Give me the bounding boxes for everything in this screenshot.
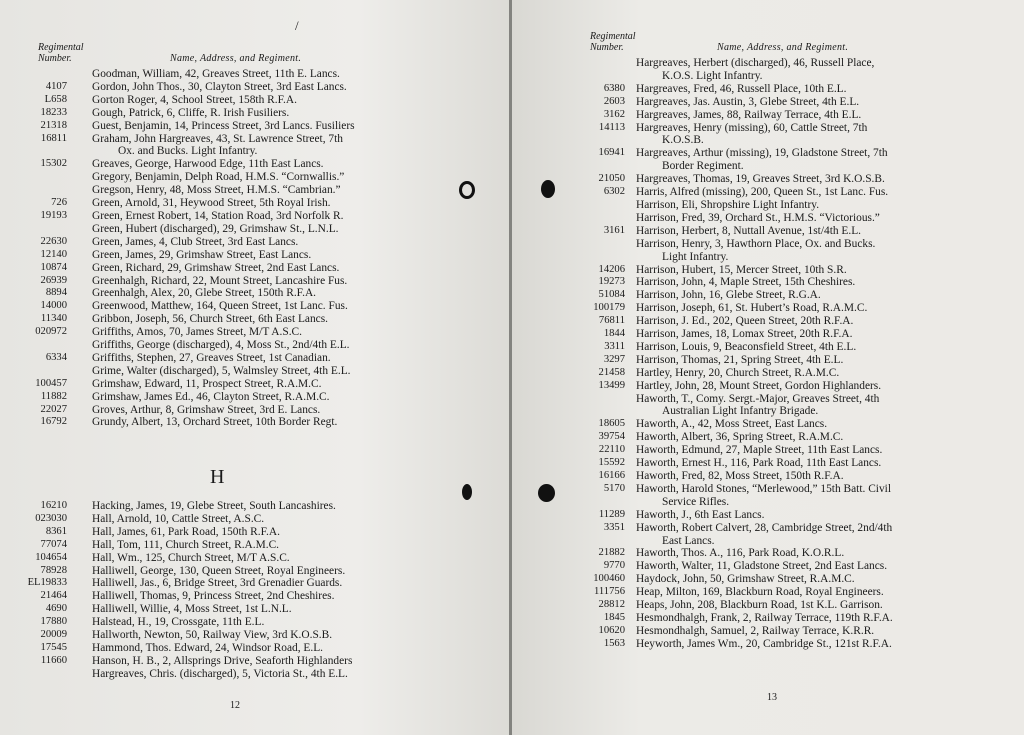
entry-text: Haworth, Fred, 82, Moss Street, 150th R.F.A.: [636, 470, 844, 482]
regimental-number: 28812: [598, 599, 625, 611]
regimental-number: 11289: [598, 508, 625, 520]
list-item: [512, 638, 1024, 651]
regimental-number: 5170: [603, 482, 625, 494]
entry-text: Haworth, Edmund, 27, Maple Street, 11th East Lancs.: [636, 444, 883, 457]
regimental-number: 78928: [40, 564, 67, 576]
regimental-number: 2603: [603, 95, 625, 107]
regimental-number: 8894: [45, 287, 67, 299]
entry-text: Grime, Walter (discharged), 5, Walmsley Street, 4th E.L.: [92, 364, 351, 377]
entry-text: Gough, Patrick, 6, Cliffe, R. Irish Fusiliers.: [92, 106, 290, 119]
entry-text: Halliwell, Thomas, 9, Princess Street, 2nd Cheshires.: [92, 590, 335, 603]
entry-continuation: Light Infantry.: [662, 250, 729, 263]
regimental-number: 14000: [40, 300, 67, 312]
entry-text: Heyworth, James Wm., 20, Cambridge St., 121st R.F.A.: [636, 637, 892, 650]
regimental-number: 6302: [603, 186, 625, 198]
entry-text: Harris, Alfred (missing), 200, Queen St., 1st Lanc. Fus.: [636, 186, 889, 199]
entry-text: Hanson, H. B., 2, Allsprings Drive, Seaforth Highlanders: [92, 654, 353, 667]
regimental-number: 11340: [40, 313, 67, 325]
list-item: [0, 287, 512, 300]
list-item: [0, 378, 512, 391]
regimental-number: 21882: [598, 547, 625, 559]
entry-text: Haworth, Ernest H., 116, Park Road, 11th East Lancs.: [636, 457, 882, 470]
list-item: [0, 526, 512, 539]
entry-text: Hargreaves, James, 88, Railway Terrace, 4th E.L.: [636, 108, 862, 121]
list-item: [0, 616, 512, 629]
regimental-number: 20009: [40, 629, 67, 641]
entry-text: Harrison, Joseph, 61, St. Hubert’s Road, R.A.M.C.: [636, 302, 868, 315]
list-item: [512, 418, 1024, 431]
entry-text: Halliwell, Jas., 6, Bridge Street, 3rd Grenadier Guards.: [92, 577, 343, 590]
entry-text: Grimshaw, James Ed., 46, Clayton Street, R.A.M.C.: [92, 390, 330, 403]
list-item: [512, 509, 1024, 522]
list-item: [512, 315, 1024, 328]
regimental-number: 11660: [40, 654, 67, 666]
list-item: [512, 96, 1024, 109]
entry-text: Hartley, Henry, 20, Church Street, R.A.M.C.: [636, 366, 840, 379]
list-item: [512, 483, 1024, 509]
regimental-number-header: Regimental Number.: [38, 42, 84, 64]
entry-text: Harrison, Fred, 39, Orchard St., H.M.S. “Victorious.”: [636, 211, 880, 224]
list-item: [0, 107, 512, 120]
entry-text: Green, James, 4, Club Street, 3rd East Lancs.: [92, 235, 299, 248]
entry-text: Guest, Benjamin, 14, Princess Street, 3rd Lancs. Fusiliers: [92, 119, 355, 132]
regimental-number: L658: [44, 93, 67, 105]
list-item: [512, 238, 1024, 264]
entry-text: Heaps, John, 208, Blackburn Road, 1st K.L. Garrison.: [636, 599, 883, 612]
regimental-number: 8361: [45, 525, 67, 537]
list-item: [0, 223, 512, 236]
entry-text: Halliwell, Willie, 4, Moss Street, 1st L.N.L.: [92, 603, 292, 616]
regimental-number: 77074: [40, 538, 67, 550]
list-item: [512, 625, 1024, 638]
punch-hole: [462, 484, 472, 500]
list-item: [0, 184, 512, 197]
list-item: [512, 354, 1024, 367]
regimental-number: 26939: [40, 274, 67, 286]
regimental-number: 6380: [603, 82, 625, 94]
entry-text: Harrison, Thomas, 21, Spring Street, 4th E.L.: [636, 353, 844, 366]
entries-list-right: [512, 57, 1024, 651]
regimental-number: 22027: [40, 403, 67, 415]
entry-continuation: Service Rifles.: [662, 495, 730, 508]
list-item: [0, 404, 512, 417]
list-item: [0, 275, 512, 288]
list-item: [0, 339, 512, 352]
list-item: [512, 147, 1024, 173]
list-item: [512, 341, 1024, 354]
entry-text: Hargreaves, Jas. Austin, 3, Glebe Street, 4th E.L.: [636, 95, 860, 108]
entry-text: Haworth, Walter, 11, Gladstone Street, 2nd East Lancs.: [636, 560, 888, 573]
list-item: [0, 391, 512, 404]
regimental-number: 10874: [40, 261, 67, 273]
entry-text: Hacking, James, 19, Glebe Street, South Lancashires.: [92, 500, 336, 512]
list-item: [512, 122, 1024, 148]
entry-text: Hall, Arnold, 10, Cattle Street, A.S.C.: [92, 512, 265, 525]
list-item: [512, 380, 1024, 393]
entry-text: Grimshaw, Edward, 11, Prospect Street, R.A.M.C.: [92, 377, 322, 390]
entry-text: Groves, Arthur, 8, Grimshaw Street, 3rd E. Lancs.: [92, 403, 321, 416]
entry-text: Hargreaves, Fred, 46, Russell Place, 10th E.L.: [636, 82, 847, 95]
regimental-number: 4690: [45, 603, 67, 615]
entry-text: Hall, Wm., 125, Church Street, M/T A.S.C.: [92, 551, 290, 564]
regimental-number: 15302: [40, 158, 67, 170]
entry-text: Greenhalgh, Richard, 22, Mount Street, Lancashire Fus.: [92, 274, 348, 287]
entry-text: Griffiths, George (discharged), 4, Moss St., 2nd/4th E.L.: [92, 339, 350, 352]
entry-text: Hesmondhalgh, Frank, 2, Railway Terrace, 119th R.F.A.: [636, 611, 893, 624]
list-item: [512, 83, 1024, 96]
list-item: [512, 199, 1024, 212]
punch-hole: [538, 484, 555, 502]
regimental-number: 1844: [603, 328, 625, 340]
list-item: [512, 173, 1024, 186]
entry-continuation: Ox. and Bucks. Light Infantry.: [118, 145, 258, 158]
list-item: [0, 513, 512, 526]
regimental-number: 1845: [603, 611, 625, 623]
entry-text: Gregson, Henry, 48, Moss Street, H.M.S. “Cambrian.”: [92, 184, 341, 197]
list-item: [0, 249, 512, 262]
regimental-number: 18605: [598, 418, 625, 430]
entry-text: Green, James, 29, Grimshaw Street, East Lancs.: [92, 248, 312, 261]
entry-text: Harrison, J. Ed., 202, Queen Street, 20th R.F.A.: [636, 315, 854, 328]
regimental-number: 3311: [604, 340, 625, 352]
list-item: [512, 470, 1024, 483]
list-item: [0, 120, 512, 133]
regimental-number-header: Regimental Number.: [590, 31, 636, 53]
entry-text: Hargreaves, Arthur (missing), 19, Gladstone Street, 7th: [636, 147, 888, 160]
list-item: [0, 642, 512, 655]
regimental-number: 16166: [598, 470, 625, 481]
entry-text: Green, Hubert (discharged), 29, Grimshaw St., L.N.L.: [92, 222, 339, 235]
list-item: [0, 133, 512, 159]
entry-text: Goodman, William, 42, Greaves Street, 11th E. Lancs.: [92, 68, 340, 80]
punch-hole: [541, 180, 555, 198]
list-item: [512, 547, 1024, 560]
list-item: [512, 57, 1024, 83]
entry-text: Heap, Milton, 169, Blackburn Road, Royal Engineers.: [636, 586, 884, 599]
list-item: [512, 431, 1024, 444]
list-item: [0, 365, 512, 378]
regimental-number: 3351: [603, 521, 625, 533]
entry-text: Haworth, Albert, 36, Spring Street, R.A.M.C.: [636, 431, 844, 444]
entry-text: Haworth, Harold Stones, “Merlewood,” 15th Batt. Civil: [636, 482, 891, 495]
regimental-number: 16941: [598, 147, 625, 159]
regimental-number: 111756: [594, 586, 625, 598]
entry-text: Harrison, Louis, 9, Beaconsfield Street, 4th E.L.: [636, 340, 857, 353]
list-item: [512, 276, 1024, 289]
regimental-number: 17545: [40, 641, 67, 653]
entry-text: Hartley, John, 28, Mount Street, Gordon Highlanders.: [636, 379, 882, 392]
entry-text: Greenhalgh, Alex, 20, Glebe Street, 150th R.F.A.: [92, 287, 317, 300]
regimental-number: 22630: [40, 235, 67, 247]
regimental-number: 17880: [40, 616, 67, 628]
list-item: [512, 186, 1024, 199]
entry-text: Halliwell, George, 130, Queen Street, Royal Engineers.: [92, 564, 346, 577]
list-item: [512, 367, 1024, 380]
entry-text: Hargreaves, Chris. (discharged), 5, Victoria St., 4th E.L.: [92, 667, 348, 680]
entry-text: Hargreaves, Thomas, 19, Greaves Street, 3rd K.O.S.B.: [636, 173, 885, 186]
list-item: [0, 300, 512, 313]
list-item: [0, 210, 512, 223]
regimental-number: 16792: [40, 416, 67, 428]
regimental-number: 11882: [40, 390, 67, 402]
regimental-number: 19273: [598, 276, 625, 288]
regimental-number: 76811: [598, 315, 625, 327]
entry-text: Gregory, Benjamin, Delph Road, H.M.S. “Cornwallis.”: [92, 171, 345, 184]
regimental-number: 21464: [40, 590, 67, 602]
list-item: [0, 577, 512, 590]
list-item: [512, 599, 1024, 612]
list-item: [512, 586, 1024, 599]
entry-text: Gordon, John Thos., 30, Clayton Street, 3rd East Lancs.: [92, 80, 347, 93]
entries-list-g: [0, 68, 512, 429]
list-item: [0, 500, 512, 513]
entry-text: Hesmondhalgh, Samuel, 2, Railway Terrace, K.R.R.: [636, 624, 875, 637]
regimental-number: 14206: [598, 263, 625, 275]
list-item: [0, 539, 512, 552]
regimental-number: 726: [51, 197, 67, 209]
entry-text: Harrison, Henry, 3, Hawthorn Place, Ox. and Bucks.: [636, 237, 876, 250]
regimental-number: 22110: [598, 444, 625, 456]
entry-text: Hallworth, Newton, 50, Railway View, 3rd K.O.S.B.: [92, 629, 333, 642]
regimental-number: 13499: [598, 379, 625, 391]
list-item: [0, 313, 512, 326]
section-heading-h: H: [210, 466, 226, 488]
entry-text: Gorton Roger, 4, School Street, 158th R.F.A.: [92, 93, 297, 106]
list-item: [512, 225, 1024, 238]
entry-text: Greaves, George, Harwood Edge, 11th East Lancs.: [92, 158, 324, 171]
entry-continuation: K.O.S. Light Infantry.: [662, 69, 763, 82]
list-item: [0, 171, 512, 184]
entry-text: Haworth, A., 42, Moss Street, East Lancs.: [636, 418, 828, 431]
list-item: [0, 262, 512, 275]
entry-text: Harrison, James, 18, Lomax Street, 20th R.F.A.: [636, 328, 853, 341]
entry-text: Griffiths, Stephen, 27, Greaves Street, 1st Canadian.: [92, 351, 331, 364]
entry-text: Hargreaves, Herbert (discharged), 46, Russell Place,: [636, 57, 875, 69]
name-address-regiment-header: Name, Address, and Regiment.: [170, 53, 302, 64]
regimental-number: 21318: [40, 119, 67, 131]
list-item: [0, 629, 512, 642]
regimental-number: 39754: [598, 431, 625, 443]
regimental-number: 3297: [603, 353, 625, 365]
list-item: [0, 603, 512, 616]
entry-text: Grundy, Albert, 13, Orchard Street, 10th Border Regt.: [92, 416, 338, 429]
list-item: [0, 94, 512, 107]
entry-text: Haworth, T., Comy. Sergt.-Major, Greaves Street, 4th: [636, 392, 880, 405]
list-item: [512, 393, 1024, 419]
entry-text: Harrison, John, 16, Glebe Street, R.G.A.: [636, 289, 821, 302]
entry-text: Greenwood, Matthew, 164, Queen Street, 1st Lanc. Fus.: [92, 300, 348, 313]
list-item: [0, 565, 512, 578]
list-item: [0, 655, 512, 668]
entry-text: Graham, John Hargreaves, 43, St. Lawrence Street, 7th: [92, 132, 343, 145]
regimental-number: 023030: [35, 512, 67, 524]
regimental-number: 10620: [598, 624, 625, 636]
list-item: [0, 81, 512, 94]
list-item: [512, 289, 1024, 302]
regimental-number: 100457: [35, 377, 67, 389]
entry-continuation: Australian Light Infantry Brigade.: [662, 405, 819, 418]
list-item: [512, 328, 1024, 341]
entry-text: Harrison, Hubert, 15, Mercer Street, 10th S.R.: [636, 263, 847, 276]
list-item: [512, 302, 1024, 315]
list-item: [0, 552, 512, 565]
regimental-number: 1563: [603, 637, 625, 649]
list-item: [0, 68, 512, 81]
entry-text: Hargreaves, Henry (missing), 60, Cattle Street, 7th: [636, 121, 868, 134]
list-item: [512, 522, 1024, 548]
regimental-number: 020972: [35, 326, 67, 338]
entry-text: Green, Arnold, 31, Heywood Street, 5th Royal Irish.: [92, 197, 331, 210]
list-item: [0, 590, 512, 603]
regimental-number: 19193: [40, 209, 67, 221]
entry-continuation: East Lancs.: [662, 534, 715, 547]
entry-text: Haworth, J., 6th East Lancs.: [636, 508, 765, 521]
name-address-regiment-header: Name, Address, and Regiment.: [717, 42, 849, 53]
regimental-number: 18233: [40, 106, 67, 118]
regimental-number: 100460: [593, 573, 625, 585]
entry-text: Green, Richard, 29, Grimshaw Street, 2nd East Lancs.: [92, 261, 340, 274]
regimental-number: 15592: [598, 457, 625, 469]
regimental-number: 51084: [598, 289, 625, 301]
list-item: [512, 457, 1024, 470]
list-item: [0, 236, 512, 249]
entry-text: Harrison, Eli, Shropshire Light Infantry.: [636, 198, 820, 211]
right-page: [512, 0, 1024, 735]
entry-text: Haworth, Thos. A., 116, Park Road, K.O.R.L.: [636, 547, 845, 560]
entry-text: Green, Ernest Robert, 14, Station Road, 3rd Norfolk R.: [92, 209, 344, 222]
regimental-number: 9770: [603, 560, 625, 572]
regimental-number: 14113: [598, 121, 625, 133]
regimental-number: 104654: [35, 551, 67, 563]
list-item: [512, 264, 1024, 277]
regimental-number: 4107: [45, 80, 67, 92]
regimental-number: 3162: [603, 108, 625, 120]
list-item: [512, 212, 1024, 225]
regimental-number: 12140: [40, 248, 67, 260]
page-number-left: 12: [230, 700, 240, 711]
entry-text: Hall, James, 61, Park Road, 150th R.F.A.: [92, 525, 280, 538]
regimental-number: 6334: [45, 351, 67, 363]
entry-text: Hall, Tom, 111, Church Street, R.A.M.C.: [92, 538, 280, 551]
entry-continuation: Border Regiment.: [662, 160, 744, 173]
entry-text: Hammond, Thos. Edward, 24, Windsor Road, E.L.: [92, 641, 324, 654]
list-item: [512, 109, 1024, 122]
entry-text: Griffiths, Amos, 70, James Street, M/T A.S.C.: [92, 326, 302, 339]
list-item: [0, 416, 512, 429]
list-item: [0, 197, 512, 210]
regimental-number: 16210: [40, 500, 67, 511]
regimental-number: EL19833: [27, 577, 67, 589]
regimental-number: 21050: [598, 173, 625, 185]
regimental-number: 16811: [40, 132, 67, 144]
list-item: [512, 573, 1024, 586]
list-item: [0, 158, 512, 171]
entries-list-h: [0, 500, 512, 681]
list-item: [0, 326, 512, 339]
regimental-number: 3161: [603, 224, 625, 236]
entry-continuation: K.O.S.B.: [662, 134, 704, 147]
list-item: [512, 612, 1024, 625]
entry-text: Halstead, H., 19, Crossgate, 11th E.L.: [92, 616, 265, 629]
entry-text: Harrison, John, 4, Maple Street, 15th Cheshires.: [636, 276, 856, 289]
regimental-number: 100179: [593, 302, 625, 314]
list-item: [512, 560, 1024, 573]
list-item: [0, 352, 512, 365]
entry-text: Haydock, John, 50, Grimshaw Street, R.A.M.C.: [636, 573, 855, 586]
regimental-number: 21458: [598, 366, 625, 378]
list-item: [512, 444, 1024, 457]
page-mark: /: [295, 18, 299, 33]
entry-text: Harrison, Herbert, 8, Nuttall Avenue, 1st/4th E.L.: [636, 224, 862, 237]
page-number-right: 13: [767, 692, 777, 703]
punch-hole-ring: [459, 181, 475, 199]
entry-text: Haworth, Robert Calvert, 28, Cambridge Street, 2nd/4th: [636, 521, 893, 534]
list-item: [0, 668, 512, 681]
entry-text: Gribbon, Joseph, 56, Church Street, 6th East Lancs.: [92, 313, 328, 326]
